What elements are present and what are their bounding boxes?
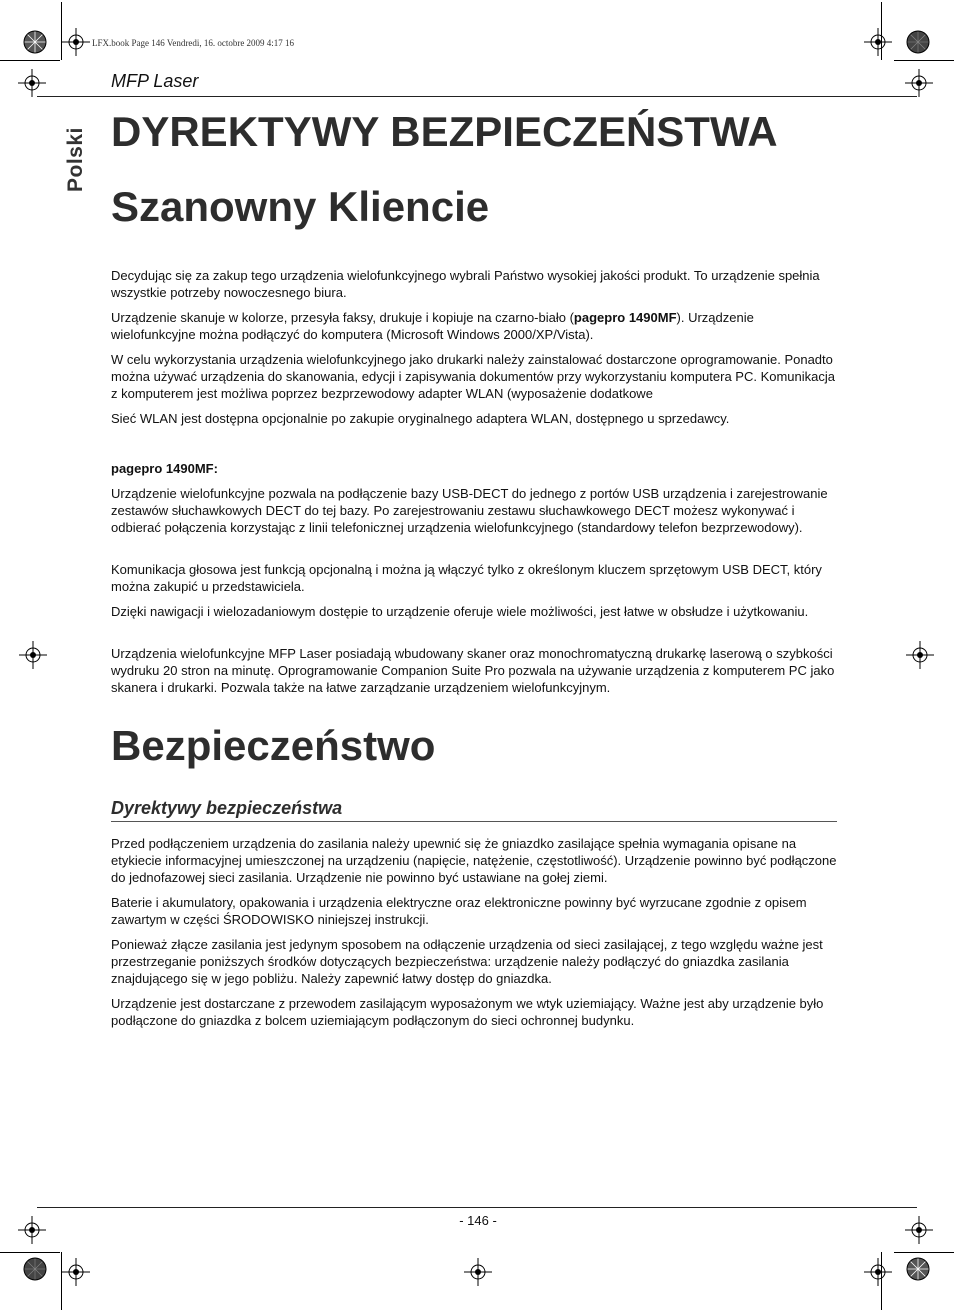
safety-paragraph-3: Ponieważ złącze zasilania jest jedynym sposobem na odłączenie urządzenia od sieci zasilającej, z tego względu ważne jest przestrzeganie poniższych środków dotyczących bezpieczeństwa: urządzenie należy podłączyć do gniazdka zasilania znajdującego się w jego pobliżu. Należy zapewnić łatwy dostęp do gniazdka. xyxy=(111,937,823,986)
safety-subtitle: Dyrektywy bezpieczeństwa xyxy=(111,798,837,822)
model-paragraph-2: Komunikacja głosowa jest funkcją opcjonalną i można ją włączyć tylko z określonym kluczem sprzętowym USB DECT, który można zakupić u przedstawiciela. xyxy=(111,562,822,594)
greeting-title: Szanowny Kliencie xyxy=(111,183,490,230)
safety-paragraph-1: Przed podłączeniem urządzenia do zasilania należy upewnić się że gniazdko zasilające spełnia wymagania opisane na etykiecie informacyjnej umieszczonej na urządzeniu (napięcie, natężenie, częstotliwość). Urządzenie powinno być podłączone do jednofazowej sieci zasilania. Urządzenie nie powinno być ustawiane na gołej ziemi. xyxy=(111,836,837,885)
registration-mark-icon xyxy=(18,1216,46,1244)
crop-mark-line xyxy=(0,1252,60,1253)
crop-mark-line xyxy=(894,60,954,61)
model-heading: pagepro 1490MF: xyxy=(111,461,218,476)
registration-mark-icon xyxy=(62,1258,90,1286)
color-rosette-icon xyxy=(906,1257,930,1281)
registration-mark-icon xyxy=(864,28,892,56)
registration-mark-icon xyxy=(18,69,46,97)
color-rosette-icon xyxy=(906,30,930,54)
intro-paragraph-2: Urządzenie skanuje w kolorze, przesyła faksy, drukuje i kopiuje na czarno-biało (pagepro 1490MF). Urządzenie wielofunkcyjne można podłączyć do komputera (Microsoft Windows 2000/XP/Vista). xyxy=(111,310,754,342)
safety-title: Bezpieczeństwo xyxy=(111,722,436,769)
running-header: MFP Laser xyxy=(111,71,199,91)
model-paragraph-3: Dzięki nawigacji i wielozadaniowym dostępie to urządzenie oferuje wiele możliwości, jest łatwe w obsłudze i użytkowaniu. xyxy=(111,604,809,619)
intro-paragraph-3: W celu wykorzystania urządzenia wielofunkcyjnego jako drukarki należy zainstalować dostarczone oprogramowanie. Ponadto można używać urządzenia do skanowania, edycji i zapisywania dokumentów przy wykorzystaniu komputera PC. Komunikacja z komputerem jest możliwa poprzez bezprzewodowy adapter WLAN (wyposażenie dodatkowe xyxy=(111,352,836,401)
header-rule xyxy=(37,96,917,97)
color-rosette-icon xyxy=(23,1257,47,1281)
footer-rule xyxy=(37,1207,917,1208)
registration-mark-icon xyxy=(864,1258,892,1286)
registration-mark-icon xyxy=(19,641,47,669)
chapter-title: DYREKTYWY BEZPIECZEŃSTWA xyxy=(111,108,778,155)
registration-mark-icon xyxy=(62,28,90,56)
registration-mark-icon xyxy=(906,641,934,669)
language-side-tab: Polski xyxy=(64,127,87,192)
intro-paragraph-4: Sieć WLAN jest dostępna opcjonalnie po zakupie oryginalnego adaptera WLAN, dostępnego u sprzedawcy. xyxy=(111,411,730,426)
color-rosette-icon xyxy=(23,30,47,54)
safety-paragraph-4: Urządzenie jest dostarczane z przewodem zasilającym wyposażonym we wtyk uziemiający. Ważne jest aby urządzenie było podłączone do gniazdka z bolcem uziemiającym podłączonym do sieci ochronnej budynku. xyxy=(111,996,824,1028)
print-slug: LFX.book Page 146 Vendredi, 16. octobre 2009 4:17 16 xyxy=(92,38,295,48)
model-paragraph-4: Urządzenia wielofunkcyjne MFP Laser posiadają wbudowany skaner oraz monochromatyczną drukarkę laserową o szybkości wydruku 20 stron na minutę. Oprogramowanie Companion Suite Pro pozwala na używanie urządzenia z komputerem PC jako skanera i drukarki. Pozwala także na łatwe zarządzanie urządzeniem wielofunkcyjnym. xyxy=(111,646,835,695)
model-paragraph-1: Urządzenie wielofunkcyjne pozwala na podłączenie bazy USB-DECT do jednego z portów USB urządzenia i zarejestrowanie zestawów słuchawkowych DECT do tej bazy. Po zarejestrowaniu zestawu słuchawkowego DECT możesz wykonywać i odbierać połączenia korzystając z linii telefonicznej urządzenia wielofunkcyjnego (standardowy telefon bezprzewodowy). xyxy=(111,486,828,535)
registration-mark-icon xyxy=(905,1216,933,1244)
crop-mark-line xyxy=(894,1252,954,1253)
intro-paragraph-1: Decydując się za zakup tego urządzenia wielofunkcyjnego wybrali Państwo wysokiej jakości produkt. To urządzenie spełnia wszystkie potrzeby nowoczesnego biura. xyxy=(111,268,820,300)
model-name: pagepro 1490MF xyxy=(573,310,677,325)
crop-mark-line xyxy=(0,60,60,61)
page-number: - 146 - xyxy=(459,1213,497,1228)
safety-paragraph-2: Baterie i akumulatory, opakowania i urządzenia elektryczne oraz elektroniczne powinny być wyrzucane zgodnie z opisem zawartym w części ŚRODOWISKO niniejszej instrukcji. xyxy=(111,895,807,927)
registration-mark-icon xyxy=(905,69,933,97)
registration-mark-icon xyxy=(464,1258,492,1286)
